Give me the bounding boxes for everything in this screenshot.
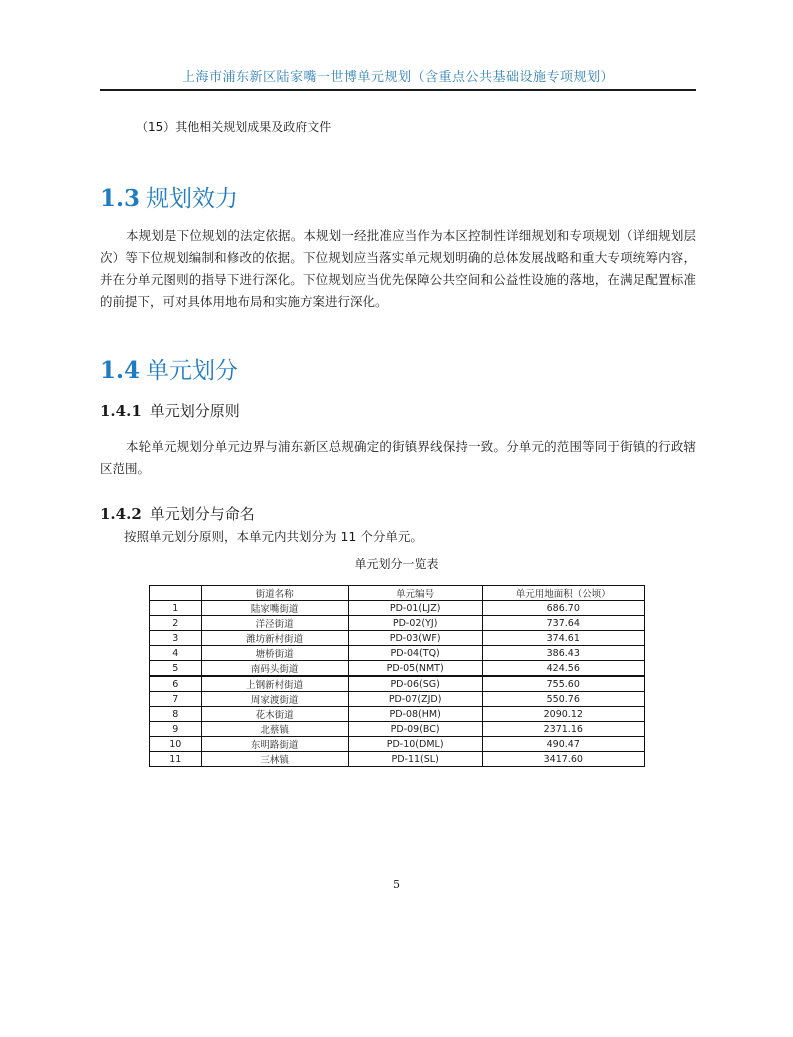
list-item-15: （15）其他相关规划成果及政府文件 <box>136 120 332 134</box>
section-heading-1-4 <box>100 352 238 385</box>
unit-code: PD-06(SG) <box>348 676 482 692</box>
land-area: 2371.16 <box>482 722 644 737</box>
land-area: 3417.60 <box>482 752 644 767</box>
unit-code: PD-09(BC) <box>348 722 482 737</box>
table-row <box>150 752 645 767</box>
table-row <box>150 661 645 677</box>
unit-code: PD-08(HM) <box>348 707 482 722</box>
header-cell: 街道名称 <box>201 586 348 601</box>
row-index: 11 <box>150 752 202 767</box>
land-area: 386.43 <box>482 646 644 661</box>
unit-code: PD-01(LJZ) <box>348 601 482 616</box>
row-index: 5 <box>150 661 202 677</box>
street-name: 潍坊新村街道 <box>201 631 348 646</box>
row-index: 3 <box>150 631 202 646</box>
header-cell <box>150 586 202 601</box>
unit-code: PD-11(SL) <box>348 752 482 767</box>
table-row <box>150 722 645 737</box>
table-row <box>150 646 645 661</box>
section-title: 单元划分 <box>146 358 239 384</box>
row-index: 8 <box>150 707 202 722</box>
unit-code: PD-10(DML) <box>348 737 482 752</box>
section-heading-1-3 <box>100 180 238 213</box>
land-area: 686.70 <box>482 601 644 616</box>
section-1-4-1-paragraph: 本轮单元规划分单元边界与浦东新区总规确定的街镇界线保持一致。分单元的范围等同于街镇的行政辖区范围。 <box>100 439 696 476</box>
table-row <box>150 737 645 752</box>
land-area: 550.76 <box>482 692 644 707</box>
section-number: 1.3 <box>100 185 141 212</box>
header-rule <box>100 89 696 91</box>
street-name: 三林镇 <box>201 752 348 767</box>
unit-code: PD-07(ZJD) <box>348 692 482 707</box>
street-name: 东明路街道 <box>201 737 348 752</box>
row-index: 9 <box>150 722 202 737</box>
street-name: 上钢新村街道 <box>201 676 348 692</box>
section-number: 1.4 <box>100 357 141 384</box>
street-name: 塘桥街道 <box>201 646 348 661</box>
table-row <box>150 707 645 722</box>
unit-code: PD-03(WF) <box>348 631 482 646</box>
subsection-number: 1.4.2 <box>100 505 142 523</box>
land-area: 737.64 <box>482 616 644 631</box>
street-name: 花木街道 <box>201 707 348 722</box>
row-index: 10 <box>150 737 202 752</box>
row-index: 6 <box>150 676 202 692</box>
subsection-heading-1-4-2 <box>100 503 255 524</box>
row-index: 1 <box>150 601 202 616</box>
page-number: 5 <box>393 878 400 891</box>
document-header-title: 上海市浦东新区陆家嘴一世博单元规划（含重点公共基础设施专项规划） <box>181 70 614 85</box>
land-area: 374.61 <box>482 631 644 646</box>
street-name: 洋泾街道 <box>201 616 348 631</box>
street-name: 北蔡镇 <box>201 722 348 737</box>
street-name: 周家渡街道 <box>201 692 348 707</box>
table-header-row <box>150 586 645 601</box>
unit-division-table <box>149 585 645 767</box>
table-row <box>150 601 645 616</box>
section-title: 规划效力 <box>146 186 239 212</box>
row-index: 4 <box>150 646 202 661</box>
header-cell: 单元编号 <box>348 586 482 601</box>
subsection-number: 1.4.1 <box>100 402 142 420</box>
unit-code: PD-04(TQ) <box>348 646 482 661</box>
land-area: 490.47 <box>482 737 644 752</box>
unit-code: PD-02(YJ) <box>348 616 482 631</box>
subsection-title: 单元划分原则 <box>149 402 240 420</box>
section-1-3-paragraph: 本规划是下位规划的法定依据。本规划一经批准应当作为本区控制性详细规划和专项规划（详细规划层次）等下位规划编制和修改的依据。下位规划应当落实单元规划明确的总体发展战略和重大专项统筹内容，并在分单元图则的指导下进行深化。下位规划应当优先保障公共空间和公益性设施的落地，在满足配置标准的前提下，可对具体用地布局和实施方案进行深化。 <box>100 228 696 309</box>
land-area: 2090.12 <box>482 707 644 722</box>
table-row <box>150 616 645 631</box>
row-index: 7 <box>150 692 202 707</box>
land-area: 755.60 <box>482 676 644 692</box>
subsection-title: 单元划分与命名 <box>149 505 255 523</box>
table-row <box>150 676 645 692</box>
street-name: 陆家嘴街道 <box>201 601 348 616</box>
row-index: 2 <box>150 616 202 631</box>
table-row <box>150 692 645 707</box>
unit-code: PD-05(NMT) <box>348 661 482 677</box>
table-row <box>150 631 645 646</box>
street-name: 南码头街道 <box>201 661 348 677</box>
section-1-4-2-intro: 按照单元划分原则，本单元内共划分为 11 个分单元。 <box>124 529 423 544</box>
table-caption: 单元划分一览表 <box>354 557 439 571</box>
land-area: 424.56 <box>482 661 644 677</box>
header-cell: 单元用地面积（公顷） <box>482 586 644 601</box>
subsection-heading-1-4-1 <box>100 400 240 421</box>
